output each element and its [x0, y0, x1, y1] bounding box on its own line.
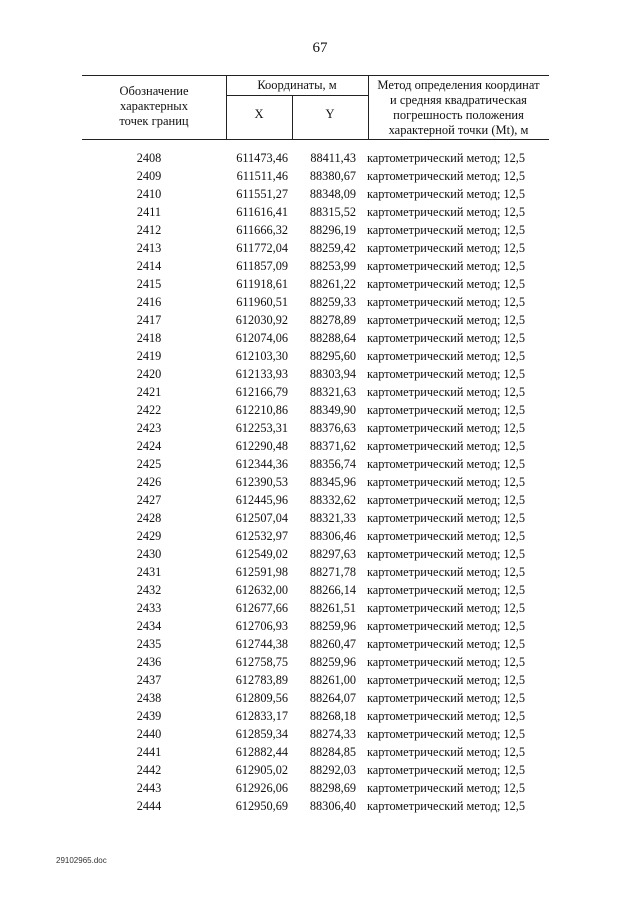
- method-cell: картометрический метод; 12,5: [367, 709, 525, 723]
- header-point-id-line: характерных: [120, 99, 188, 113]
- table-row: [0, 743, 640, 761]
- method-cell: картометрический метод; 12,5: [367, 601, 525, 615]
- y-coordinate-cell: 88376,63: [309, 421, 356, 435]
- method-cell: картометрический метод; 12,5: [367, 475, 525, 489]
- table-row: [0, 761, 640, 779]
- table-row: [0, 779, 640, 797]
- point-id-cell: 2432: [136, 583, 162, 597]
- x-coordinate-cell: 612133,93: [235, 367, 288, 381]
- x-coordinate-cell: 611918,61: [236, 277, 288, 291]
- header-coordinates: Координаты, м: [257, 78, 337, 92]
- y-coordinate-cell: 88274,33: [309, 727, 356, 741]
- y-coordinate-cell: 88321,63: [309, 385, 356, 399]
- table-row: [0, 545, 640, 563]
- x-coordinate-cell: 611511,46: [236, 169, 288, 183]
- x-coordinate-cell: 612344,36: [235, 457, 288, 471]
- point-id-cell: 2415: [136, 277, 162, 291]
- method-cell: картометрический метод; 12,5: [367, 673, 525, 687]
- x-coordinate-cell: 612632,00: [235, 583, 288, 597]
- point-id-cell: 2428: [136, 511, 162, 525]
- point-id-cell: 2413: [136, 241, 162, 255]
- point-id-cell: 2412: [136, 223, 162, 237]
- header-method-line: и средняя квадратическая: [390, 93, 527, 107]
- method-cell: картометрический метод; 12,5: [367, 745, 525, 759]
- table-row: [0, 419, 640, 437]
- point-id-cell: 2421: [136, 385, 162, 399]
- table-row: [0, 239, 640, 257]
- x-coordinate-cell: 612390,53: [235, 475, 288, 489]
- point-id-cell: 2423: [136, 421, 162, 435]
- method-cell: картометрический метод; 12,5: [367, 727, 525, 741]
- y-coordinate-cell: 88266,14: [309, 583, 356, 597]
- table-row: [0, 725, 640, 743]
- header-method-line: характерной точки (Mt), м: [388, 123, 529, 137]
- point-id-cell: 2424: [136, 439, 162, 453]
- x-coordinate-cell: 612445,96: [235, 493, 288, 507]
- x-coordinate-cell: 612950,69: [235, 799, 288, 813]
- y-coordinate-cell: 88321,33: [309, 511, 356, 525]
- x-coordinate-cell: 612859,34: [235, 727, 288, 741]
- x-coordinate-cell: 611551,27: [236, 187, 288, 201]
- point-id-cell: 2438: [136, 691, 162, 705]
- method-cell: картометрический метод; 12,5: [367, 277, 525, 291]
- x-coordinate-cell: 612809,56: [235, 691, 288, 705]
- point-id-cell: 2429: [136, 529, 162, 543]
- method-cell: картометрический метод; 12,5: [367, 349, 525, 363]
- coords-subrule: [226, 95, 368, 96]
- method-cell: картометрический метод; 12,5: [367, 169, 525, 183]
- point-id-cell: 2426: [136, 475, 162, 489]
- y-coordinate-cell: 88296,19: [309, 223, 356, 237]
- table-row: [0, 167, 640, 185]
- method-cell: картометрический метод; 12,5: [367, 151, 525, 165]
- point-id-cell: 2414: [136, 259, 162, 273]
- method-cell: картометрический метод; 12,5: [367, 295, 525, 309]
- method-cell: картометрический метод; 12,5: [367, 547, 525, 561]
- table-row: [0, 653, 640, 671]
- x-coordinate-cell: 611666,32: [236, 223, 288, 237]
- method-cell: картометрический метод; 12,5: [367, 385, 525, 399]
- y-coordinate-cell: 88345,96: [309, 475, 356, 489]
- table-row: [0, 455, 640, 473]
- table-row: [0, 203, 640, 221]
- y-coordinate-cell: 88306,46: [309, 529, 356, 543]
- y-coordinate-cell: 88303,94: [309, 367, 356, 381]
- page-number: 67: [312, 40, 328, 56]
- x-coordinate-cell: 612706,93: [235, 619, 288, 633]
- y-coordinate-cell: 88371,62: [309, 439, 356, 453]
- y-coordinate-cell: 88278,89: [309, 313, 356, 327]
- x-coordinate-cell: 611616,41: [236, 205, 288, 219]
- x-coordinate-cell: 612074,06: [235, 331, 288, 345]
- header-top-rule: [82, 75, 549, 76]
- x-coordinate-cell: 611772,04: [236, 241, 288, 255]
- method-cell: картометрический метод; 12,5: [367, 493, 525, 507]
- point-id-cell: 2422: [136, 403, 162, 417]
- table-row: [0, 563, 640, 581]
- y-coordinate-cell: 88292,03: [309, 763, 356, 777]
- x-coordinate-cell: 611473,46: [236, 151, 288, 165]
- method-cell: картометрический метод; 12,5: [367, 205, 525, 219]
- table-row: [0, 437, 640, 455]
- method-cell: картометрический метод; 12,5: [367, 187, 525, 201]
- y-coordinate-cell: 88284,85: [309, 745, 356, 759]
- method-cell: картометрический метод; 12,5: [367, 583, 525, 597]
- point-id-cell: 2409: [136, 169, 162, 183]
- point-id-cell: 2427: [136, 493, 162, 507]
- point-id-cell: 2408: [136, 151, 162, 165]
- table-row: [0, 473, 640, 491]
- method-cell: картометрический метод; 12,5: [367, 799, 525, 813]
- point-id-cell: 2444: [136, 799, 162, 813]
- y-coordinate-cell: 88411,43: [310, 151, 356, 165]
- point-id-cell: 2431: [136, 565, 162, 579]
- point-id-cell: 2430: [136, 547, 162, 561]
- point-id-cell: 2425: [136, 457, 162, 471]
- x-coordinate-cell: 612210,86: [235, 403, 288, 417]
- table-row: [0, 257, 640, 275]
- y-coordinate-cell: 88259,96: [309, 619, 356, 633]
- method-cell: картометрический метод; 12,5: [367, 403, 525, 417]
- method-cell: картометрический метод; 12,5: [367, 511, 525, 525]
- table-row: [0, 401, 640, 419]
- y-coordinate-cell: 88315,52: [309, 205, 356, 219]
- header-point-id-line: точек границ: [119, 114, 189, 128]
- header-method-line: Метод определения координат: [377, 78, 540, 92]
- file-name: 29102965.doc: [56, 856, 107, 865]
- point-id-cell: 2443: [136, 781, 162, 795]
- y-coordinate-cell: 88261,51: [309, 601, 356, 615]
- point-id-cell: 2420: [136, 367, 162, 381]
- y-coordinate-cell: 88288,64: [309, 331, 356, 345]
- table-row: [0, 689, 640, 707]
- y-coordinate-cell: 88306,40: [309, 799, 356, 813]
- point-id-cell: 2442: [136, 763, 162, 777]
- table-row: [0, 383, 640, 401]
- point-id-cell: 2417: [136, 313, 162, 327]
- point-id-cell: 2410: [136, 187, 162, 201]
- table-row: [0, 347, 640, 365]
- y-coordinate-cell: 88298,69: [309, 781, 356, 795]
- table-row: [0, 599, 640, 617]
- table-row: [0, 527, 640, 545]
- y-coordinate-cell: 88297,63: [309, 547, 356, 561]
- point-id-cell: 2441: [136, 745, 162, 759]
- point-id-cell: 2435: [136, 637, 162, 651]
- x-coordinate-cell: 611857,09: [236, 259, 288, 273]
- method-cell: картометрический метод; 12,5: [367, 529, 525, 543]
- y-coordinate-cell: 88261,22: [309, 277, 356, 291]
- table-row: [0, 149, 640, 167]
- x-coordinate-cell: 611960,51: [236, 295, 288, 309]
- method-cell: картометрический метод; 12,5: [367, 691, 525, 705]
- table-row: [0, 707, 640, 725]
- x-coordinate-cell: 612783,89: [235, 673, 288, 687]
- y-coordinate-cell: 88356,74: [309, 457, 356, 471]
- method-cell: картометрический метод; 12,5: [367, 331, 525, 345]
- x-coordinate-cell: 612290,48: [235, 439, 288, 453]
- method-cell: картометрический метод; 12,5: [367, 313, 525, 327]
- table-row: [0, 293, 640, 311]
- table-header: [82, 75, 549, 139]
- table-row: [0, 797, 640, 815]
- point-id-cell: 2434: [136, 619, 162, 633]
- point-id-cell: 2436: [136, 655, 162, 669]
- y-coordinate-cell: 88332,62: [309, 493, 356, 507]
- y-coordinate-cell: 88268,18: [309, 709, 356, 723]
- method-cell: картометрический метод; 12,5: [367, 421, 525, 435]
- x-coordinate-cell: 612833,17: [235, 709, 288, 723]
- x-coordinate-cell: 612253,31: [235, 421, 288, 435]
- table-row: [0, 671, 640, 689]
- table-row: [0, 311, 640, 329]
- table-row: [0, 581, 640, 599]
- table-row: [0, 365, 640, 383]
- y-coordinate-cell: 88349,90: [309, 403, 356, 417]
- x-coordinate-cell: 612532,97: [235, 529, 288, 543]
- point-id-cell: 2439: [136, 709, 162, 723]
- method-cell: картометрический метод; 12,5: [367, 637, 525, 651]
- table-row: [0, 509, 640, 527]
- header-y: Y: [325, 107, 335, 121]
- method-cell: картометрический метод; 12,5: [367, 763, 525, 777]
- point-id-cell: 2433: [136, 601, 162, 615]
- x-coordinate-cell: 612549,02: [235, 547, 288, 561]
- x-coordinate-cell: 612882,44: [235, 745, 288, 759]
- x-coordinate-cell: 612103,30: [235, 349, 288, 363]
- method-cell: картометрический метод; 12,5: [367, 439, 525, 453]
- table-row: [0, 185, 640, 203]
- point-id-cell: 2419: [136, 349, 162, 363]
- point-id-cell: 2437: [136, 673, 162, 687]
- method-cell: картометрический метод; 12,5: [367, 565, 525, 579]
- header-method-line: погрешность положения: [393, 108, 524, 122]
- header-point-id-line: Обозначение: [119, 84, 189, 98]
- table-row: [0, 635, 640, 653]
- y-coordinate-cell: 88380,67: [309, 169, 356, 183]
- y-coordinate-cell: 88253,99: [309, 259, 356, 273]
- x-coordinate-cell: 612744,38: [235, 637, 288, 651]
- x-coordinate-cell: 612758,75: [235, 655, 288, 669]
- header-x: X: [254, 107, 264, 121]
- x-coordinate-cell: 612591,98: [235, 565, 288, 579]
- y-coordinate-cell: 88295,60: [309, 349, 356, 363]
- y-coordinate-cell: 88264,07: [309, 691, 356, 705]
- method-cell: картометрический метод; 12,5: [367, 781, 525, 795]
- point-id-cell: 2411: [136, 205, 162, 219]
- x-coordinate-cell: 612677,66: [235, 601, 288, 615]
- method-cell: картометрический метод; 12,5: [367, 259, 525, 273]
- y-coordinate-cell: 88260,47: [309, 637, 356, 651]
- table-row: [0, 275, 640, 293]
- table-row: [0, 221, 640, 239]
- point-id-cell: 2440: [136, 727, 162, 741]
- table-row: [0, 491, 640, 509]
- y-coordinate-cell: 88259,33: [309, 295, 356, 309]
- x-coordinate-cell: 612926,06: [235, 781, 288, 795]
- header-bottom-rule: [82, 139, 549, 140]
- table-body: [0, 149, 640, 815]
- method-cell: картометрический метод; 12,5: [367, 619, 525, 633]
- y-coordinate-cell: 88348,09: [309, 187, 356, 201]
- x-coordinate-cell: 612030,92: [235, 313, 288, 327]
- method-cell: картометрический метод; 12,5: [367, 241, 525, 255]
- table-row: [0, 617, 640, 635]
- table-row: [0, 329, 640, 347]
- y-coordinate-cell: 88259,96: [309, 655, 356, 669]
- method-cell: картометрический метод; 12,5: [367, 223, 525, 237]
- y-coordinate-cell: 88259,42: [309, 241, 356, 255]
- x-coordinate-cell: 612507,04: [235, 511, 288, 525]
- header-method: [368, 78, 549, 138]
- method-cell: картометрический метод; 12,5: [367, 457, 525, 471]
- x-coordinate-cell: 612905,02: [235, 763, 288, 777]
- method-cell: картометрический метод; 12,5: [367, 367, 525, 381]
- y-coordinate-cell: 88261,00: [309, 673, 356, 687]
- method-cell: картометрический метод; 12,5: [367, 655, 525, 669]
- header-point-id: [82, 84, 226, 129]
- point-id-cell: 2416: [136, 295, 162, 309]
- x-coordinate-cell: 612166,79: [235, 385, 288, 399]
- point-id-cell: 2418: [136, 331, 162, 345]
- y-coordinate-cell: 88271,78: [309, 565, 356, 579]
